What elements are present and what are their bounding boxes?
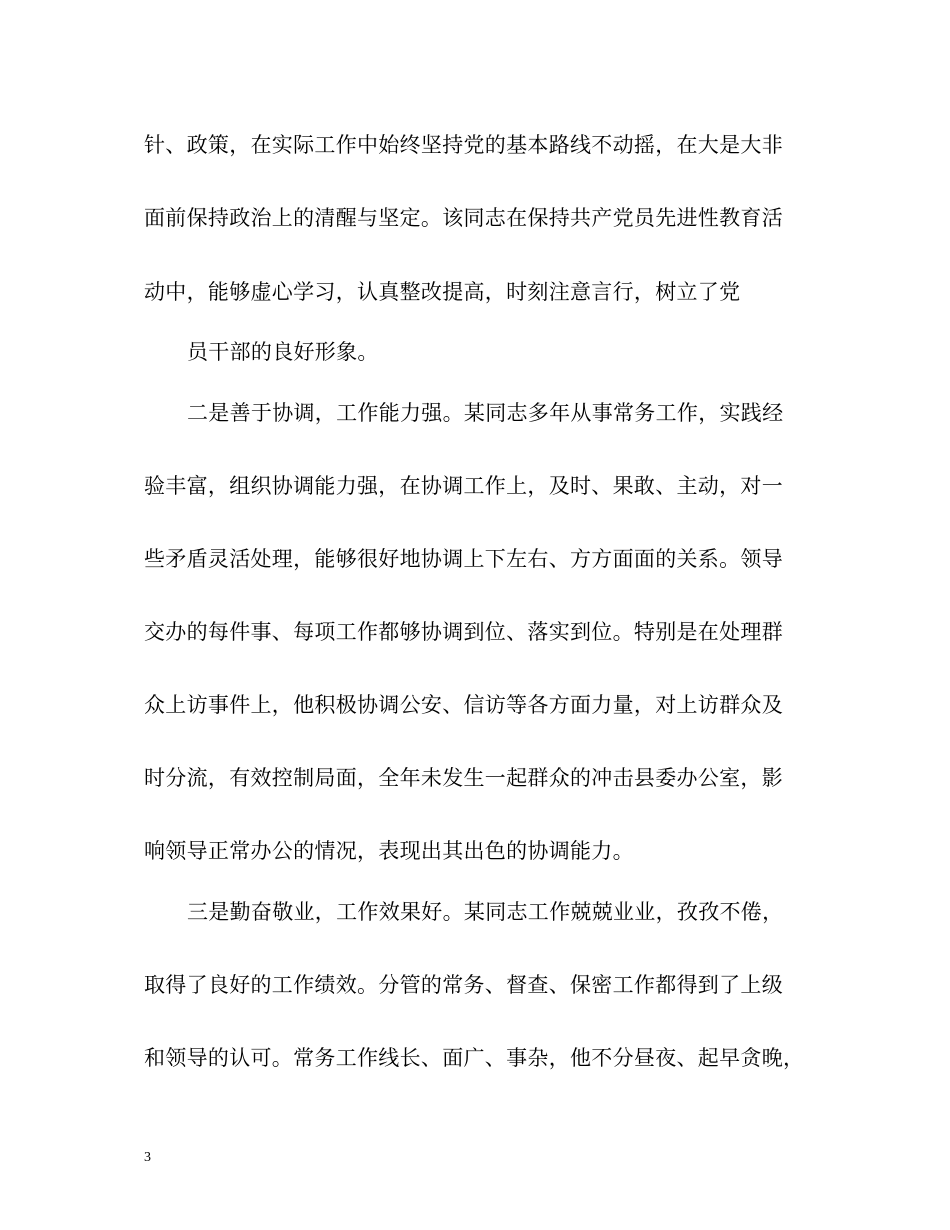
text-line-2: 面前保持政治上的清醒与坚定。该同志在保持共产党员先进性教育活 bbox=[144, 206, 783, 230]
text-line-11: 响领导正常办公的情况，表现出其出色的协调能力。 bbox=[144, 839, 634, 863]
paragraph-2-start: 二是善于协调，工作能力强。某同志多年从事常务工作，实践经 bbox=[187, 401, 784, 425]
text-line-7: 些矛盾灵活处理，能够很好地协调上下左右、方方面面的关系。领导 bbox=[144, 547, 783, 571]
text-line-14: 和领导的认可。常务工作线长、面广、事杂，他不分昼夜、起早贪晚， bbox=[144, 1046, 805, 1070]
text-line-13: 取得了良好的工作绩效。分管的常务、督查、保密工作都得到了上级 bbox=[144, 973, 783, 997]
text-line-9: 众上访事件上，他积极协调公安、信访等各方面力量，对上访群众及 bbox=[144, 693, 783, 717]
text-line-4: 员干部的良好形象。 bbox=[187, 340, 379, 364]
text-line-3: 动中，能够虚心学习，认真整改提高，时刻注意言行，树立了党 bbox=[144, 280, 741, 304]
page-number: 3 bbox=[144, 1150, 151, 1165]
text-line-1: 针、政策，在实际工作中始终坚持党的基本路线不动摇，在大是大非 bbox=[144, 133, 783, 157]
text-line-6: 验丰富，组织协调能力强，在协调工作上，及时、果敢、主动，对一 bbox=[144, 474, 783, 498]
text-line-8: 交办的每件事、每项工作都够协调到位、落实到位。特别是在处理群 bbox=[144, 620, 783, 644]
paragraph-3-start: 三是勤奋敬业，工作效果好。某同志工作兢兢业业，孜孜不倦， bbox=[187, 900, 784, 924]
text-line-10: 时分流，有效控制局面，全年未发生一起群众的冲击县委办公室，影 bbox=[144, 766, 783, 790]
